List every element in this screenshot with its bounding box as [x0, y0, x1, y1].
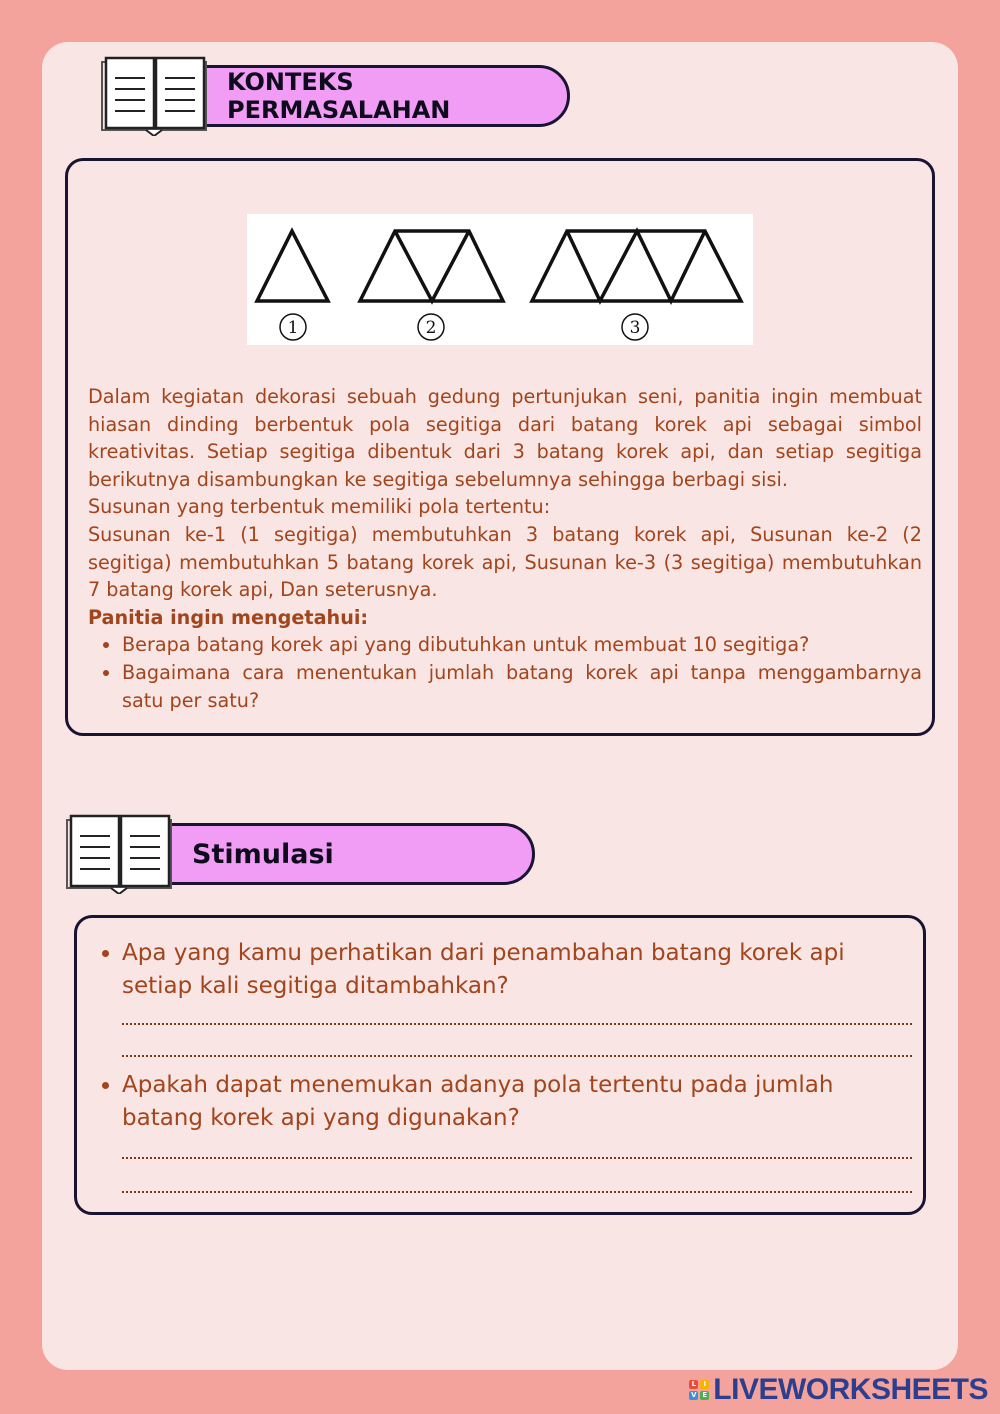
- figure-label-3: 3: [629, 318, 641, 338]
- logo-text: LIVEWORKSHEETS: [713, 1373, 988, 1406]
- book-icon: [100, 56, 210, 136]
- logo-cube: V: [691, 1391, 697, 1399]
- banner-pill: [169, 823, 535, 885]
- section-banner-konteks: [100, 56, 570, 136]
- list-item: • Bagaimana cara menentukan jumlah batang korek api tanpa menggambarnya satu per satu?: [122, 659, 922, 714]
- stimulation-list: [76, 937, 912, 1003]
- stimulation-questions: [76, 937, 912, 1193]
- question-list: [88, 631, 922, 714]
- ask-heading: Panitia ingin mengetahui:: [88, 605, 369, 629]
- matchstick-triangle-figure: [247, 214, 753, 345]
- list-item: • Apa yang kamu perhatikan dari penambahan batang korek api setiap kali segitiga ditambahkan?: [122, 937, 912, 1003]
- answer-line[interactable]: [122, 1191, 912, 1193]
- context-text: [88, 383, 922, 714]
- list-item: • Apakah dapat menemukan adanya pola tertentu pada jumlah batang korek api yang digunakan?: [122, 1069, 912, 1135]
- liveworksheets-logo[interactable]: [689, 1373, 988, 1407]
- logo-cube: E: [700, 1391, 709, 1400]
- logo-cube: I: [700, 1380, 709, 1389]
- logo-cube: L: [689, 1380, 698, 1389]
- context-paragraph: Susunan yang terbentuk memiliki pola tertentu:: [88, 495, 551, 519]
- section-banner-stimulasi: [65, 814, 535, 894]
- answer-line[interactable]: [122, 1023, 912, 1025]
- banner-pill: [204, 65, 570, 127]
- answer-line[interactable]: [122, 1055, 912, 1057]
- context-paragraph: Dalam kegiatan dekorasi sebuah gedung pertunjukan seni, panitia ingin membuat hiasan dinding berbentuk pola segitiga dari batang korek api sebagai simbol kreativitas. Setiap segitiga dibentuk dari 3 batang korek api, dan setiap segitiga berikutnya disambungkan ke segitiga sebelumnya sehingga berbagi sisi.: [88, 385, 922, 491]
- logo-cubes-icon: [689, 1380, 709, 1400]
- context-paragraph: Susunan ke-1 (1 segitiga) membutuhkan 3 batang korek api, Susunan ke-2 (2 segitiga) membutuhkan 5 batang korek api, Susunan ke-3 (3 segitiga) membutuhkan 7 batang korek api, Dan seterusnya.: [88, 522, 922, 602]
- list-item: • Berapa batang korek api yang dibutuhkan untuk membuat 10 segitiga?: [122, 631, 922, 659]
- stimulation-list: [76, 1069, 912, 1135]
- figure-label-2: 2: [425, 318, 437, 338]
- section-title: Stimulasi: [192, 838, 334, 870]
- section-title: KONTEKS PERMASALAHAN: [227, 68, 451, 124]
- answer-line[interactable]: [122, 1157, 912, 1159]
- book-icon: [65, 814, 175, 894]
- figure-label-1: 1: [287, 318, 299, 338]
